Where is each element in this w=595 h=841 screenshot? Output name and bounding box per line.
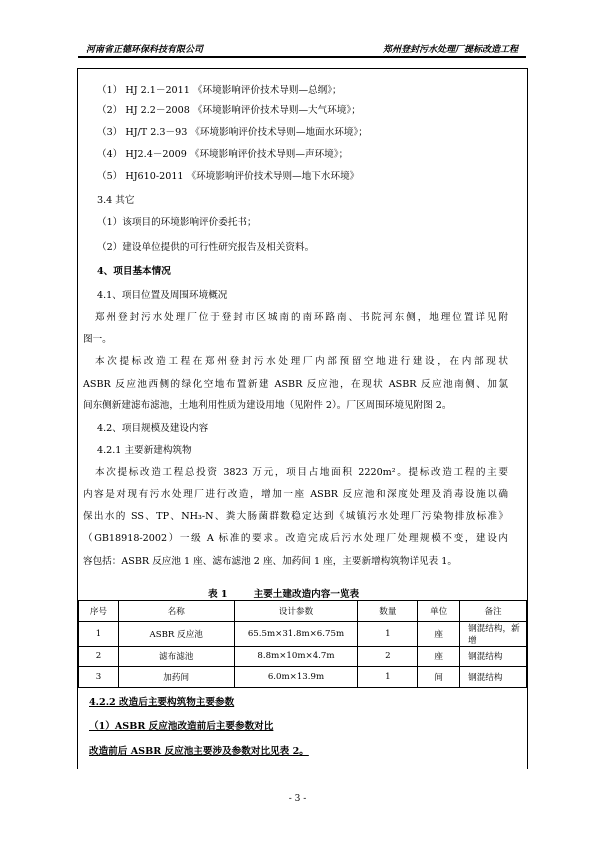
col-header-index: 序号 [79,601,119,622]
scale-paragraph-line-4: （GB18918-2002）一级 A 标准的要求。改造完成后污水处理厂处理规模不变，建设内 [83,533,508,544]
location-paragraph-line-1: 郑州登封污水处理厂位于登封市区城南的南环路南、书院河东侧，地理位置详见附 [95,312,508,323]
section-4-heading: 4、项目基本情况 [97,266,171,277]
cell-index: 3 [79,667,119,688]
standard-item-2: （2） HJ 2.2－2008 《环境影响评价技术导则—大气环境》； [97,105,361,116]
cell-qty: 2 [358,646,418,667]
standard-item-1: （1） HJ 2.1－2011 《环境影响评价技术导则—总纲》； [97,85,342,96]
scale-paragraph-line-2: 内容是对现有污水处理厂进行改造，增加一座 ASBR 反应池和深度处理及消毒设施以确 [83,489,508,500]
cell-qty: 1 [358,667,418,688]
col-header-qty: 数量 [358,601,418,622]
col-header-params: 设计参数 [234,601,358,622]
cell-unit: 座 [418,621,460,646]
asbr-compare-heading: （1）ASBR 反应池改造前后主要参数对比 [89,721,274,732]
section-4-2-1-heading: 4.2.1 主要新建构筑物 [97,445,192,456]
cell-name: 加药间 [118,667,234,688]
cell-qty: 1 [358,621,418,646]
asbr-compare-intro: 改造前后 ASBR 反应池主要涉及参数对比见表 2。 [89,746,309,757]
cell-params: 6.0m×13.9m [234,667,358,688]
site-paragraph-line-3: 间东侧新建滤布滤池，土地利用性质为建设用地（见附件 2）。厂区周围环境见附图 2。 [83,400,452,411]
other-item-1: （1）该项目的环境影响评价委托书； [97,217,257,228]
cell-note: 钢混结构，新增 [460,621,527,646]
table-caption [208,586,385,600]
page-header [78,40,526,58]
cell-name: ASBR 反应池 [118,621,234,646]
other-item-2: （2）建设单位提供的可行性研究报告及相关资料。 [97,242,315,253]
table-title: 主要土建改造内容一览表 [253,589,360,600]
cell-note: 钢混结构 [460,646,527,667]
section-3-4-heading: 3.4 其它 [97,195,135,206]
cell-params: 65.5m×31.8m×6.75m [234,621,358,646]
header-project: 郑州登封污水处理厂提标改造工程 [382,45,518,55]
cell-unit: 间 [418,667,460,688]
location-paragraph-line-2: 图一。 [83,334,112,345]
section-4-2-2-heading: 4.2.2 改造后主要构筑物主要参数 [89,697,235,708]
cell-name: 滤布滤池 [118,646,234,667]
table-number: 表 1 [208,589,228,600]
site-paragraph-line-2: ASBR 反应池西侧的绿化空地布置新建 ASBR 反应池，在现状 ASBR 反应池南侧、加氯 [83,379,508,390]
cell-note: 钢混结构 [460,667,527,688]
table-row [79,667,527,688]
cell-index: 1 [79,621,119,646]
col-header-name: 名称 [118,601,234,622]
site-paragraph-line-1: 本次提标改造工程在郑州登封污水处理厂内部预留空地进行建设，在内部现状 [95,356,508,367]
scale-paragraph-line-3: 保出水的 SS、TP、NH₃-N、粪大肠菌群数稳定达到《城镇污水处理厂污染物排放标准》 [83,511,508,522]
table-row [79,646,527,667]
standard-item-5: （5） HJ610-2011 《环境影响评价技术导则—地下水环境》 [97,171,360,182]
col-header-unit: 单位 [418,601,460,622]
page-number: - 3 - [288,794,307,804]
section-4-2-heading: 4.2、项目规模及建设内容 [97,423,209,434]
standard-item-4: （4） HJ2.4－2009 《环境影响评价技术导则—声环境》； [97,149,349,160]
table-row [79,621,527,646]
col-header-note: 备注 [460,601,527,622]
cell-params: 8.8m×10m×4.7m [234,646,358,667]
section-4-1-heading: 4.1、项目位置及周围环境概况 [97,290,228,301]
scale-paragraph-line-5: 容包括：ASBR 反应池 1 座、滤布滤池 2 座、加药间 1 座，主要新增构筑物详见表 1。 [83,556,457,567]
construction-table [78,600,527,688]
cell-unit: 座 [418,646,460,667]
standard-item-3: （3） HJ/T 2.3－93 《环境影响评价技术导则—地面水环境》； [97,127,368,138]
table-header-row [79,601,527,622]
cell-index: 2 [79,646,119,667]
header-company: 河南省正德环保科技有限公司 [86,45,204,55]
scale-paragraph-line-1: 本次提标改造工程总投资 3823 万元，项目占地面积 2220m²。提标改造工程的主要 [95,467,508,478]
